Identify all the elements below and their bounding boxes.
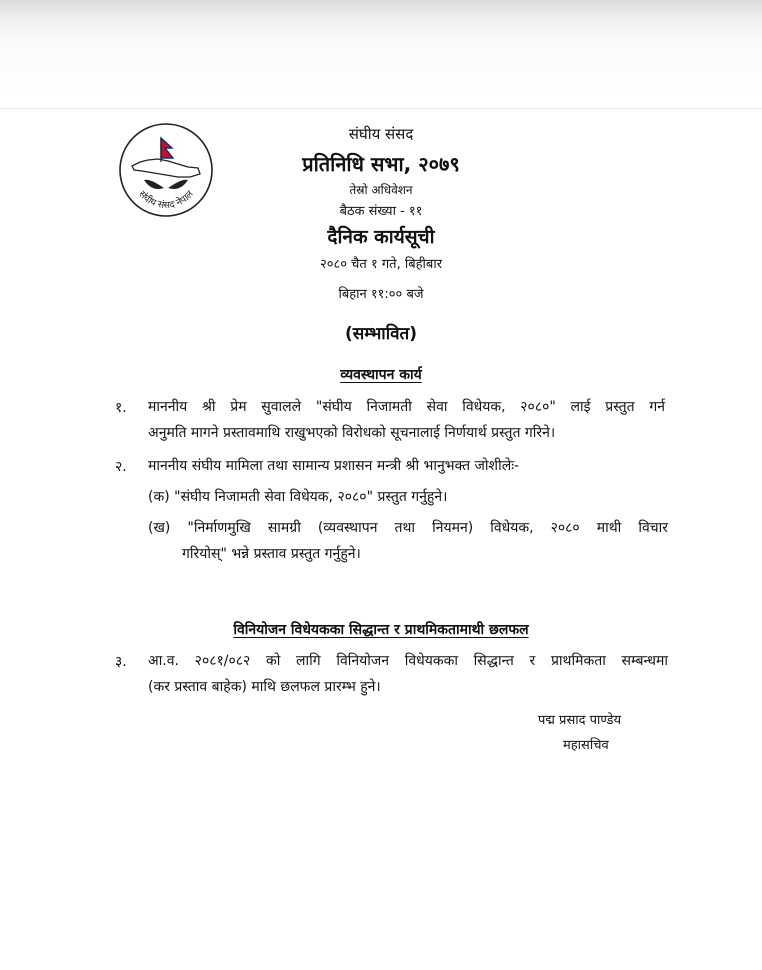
section-heading-appropriation: विनियोजन विधेयकका सिद्धान्त र प्राथमिकतामाथी छलफल <box>233 622 529 638</box>
agenda-subitem: (क) "संघीय निजामती सेवा विधेयक, २०८०" प्रस्तुत गर्नुहुने। <box>148 489 448 505</box>
item-number: ३. <box>115 654 127 670</box>
signatory-title: महासचिव <box>563 738 609 753</box>
meeting-time: बिहान ११:०० बजे <box>338 287 424 302</box>
session-label: तेस्रो अधिवेशन <box>349 183 413 197</box>
agenda-line: माननीय श्री प्रेम सुवालले "संघीय निजामती सेवा विधेयक, २०८०" लाई प्रस्तुत गर्न <box>148 399 665 415</box>
agenda-line: अनुमति मागने प्रस्तावमाथि राखुभएको विरोधको सूचनालाई निर्णयार्थ प्रस्तुत गरिने। <box>148 425 556 441</box>
meeting-number: बैठक संख्या - ११ <box>339 204 423 219</box>
house-name: प्रतिनिधि सभा, २०७९ <box>302 152 460 176</box>
status-label: (सम्भावित) <box>344 324 418 344</box>
agenda-line: (कर प्रस्ताव बाहेक) माथि छलफल प्रारम्भ हुने। <box>148 679 381 695</box>
agenda-line: माननीय संघीय मामिला तथा सामान्य प्रशासन मन्त्री श्री भानुभक्त जोशीलेः- <box>148 458 520 474</box>
page-title: दैनिक कार्यसूची <box>327 226 435 248</box>
agenda-line: (ख) "निर्माणमुखि सामग्री (व्यवस्थापन तथा नियमन) विधेयक, २०८० माथी विचार <box>148 520 668 536</box>
meeting-date: २०८० चैत १ गते, बिहीबार <box>319 257 443 272</box>
item-number: २. <box>115 459 127 475</box>
signatory-name: पद्म प्रसाद पाण्डेय <box>538 713 622 728</box>
agenda-item-text <box>148 397 665 416</box>
section-heading-legislation: व्यवस्थापन कार्य <box>340 367 422 383</box>
agenda-subitem <box>148 518 668 537</box>
agenda-item-text <box>148 651 668 670</box>
svg-text:संघीय संसद नेपाल: संघीय संसद नेपाल <box>136 188 196 212</box>
agenda-line: गरियोस्" भन्ने प्रस्ताव प्रस्तुत गर्नुहुने। <box>182 546 361 562</box>
agenda-line: आ.व. २०८१/०८२ को लागि विनियोजन विधेयकका सिद्धान्त र प्राथमिकता सम्बन्धमा <box>148 653 668 669</box>
organization-name: संघीय संसद <box>348 125 414 143</box>
item-number: १. <box>115 400 127 416</box>
